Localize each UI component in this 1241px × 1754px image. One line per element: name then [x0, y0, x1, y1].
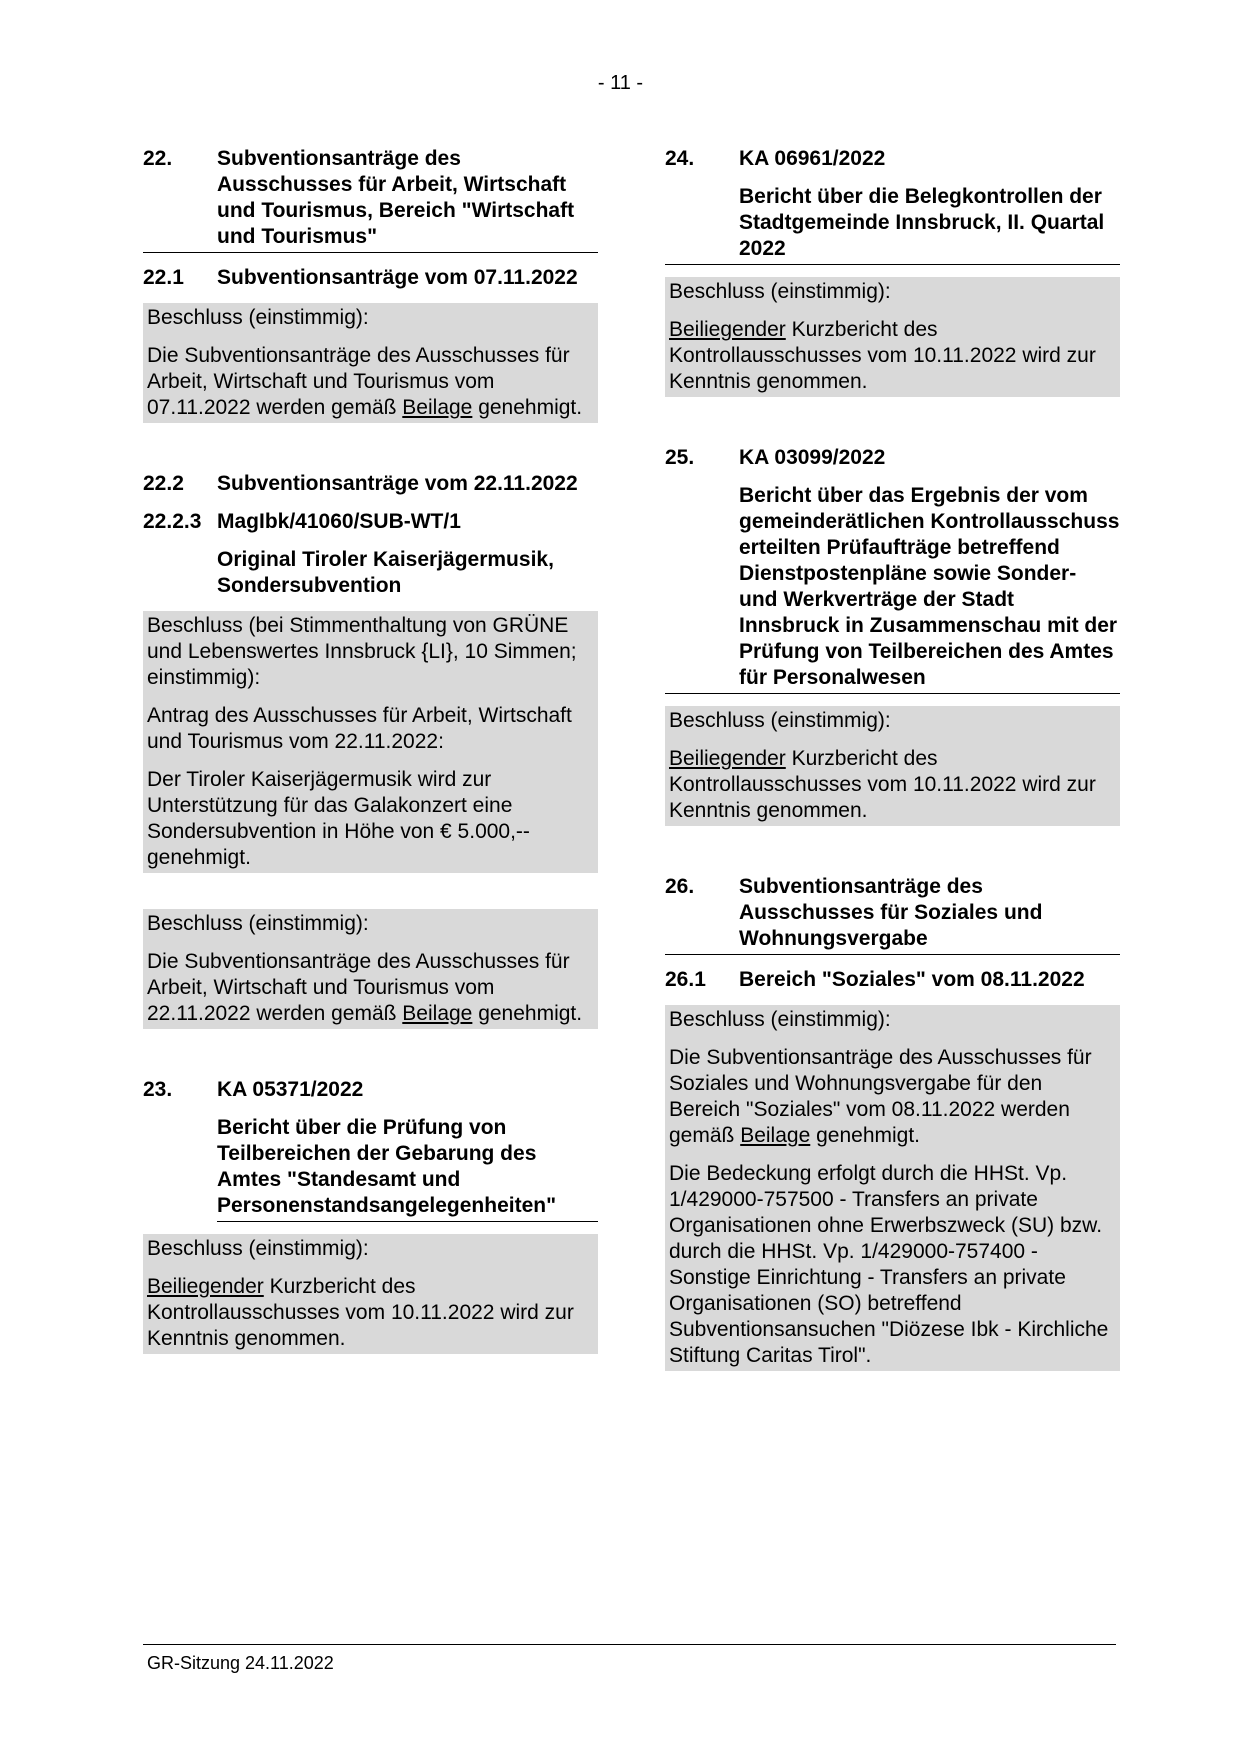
section-title: MagIbk/41060/SUB-WT/1 — [217, 510, 461, 533]
section-title: KA 05371/2022 — [217, 1078, 364, 1101]
resolution-label: Beschluss (einstimmig): — [147, 912, 369, 935]
section-number: 22.2.3 — [143, 510, 202, 533]
section-23-heading — [143, 1077, 598, 1103]
section-title: Bereich "Soziales" vom 08.11.2022 — [739, 968, 1085, 991]
resolution-label: Beschluss (einstimmig): — [669, 280, 891, 303]
section-number: 26. — [665, 875, 695, 898]
section-number: 23. — [143, 1078, 173, 1101]
resolution-box-22-2-3 — [143, 611, 598, 873]
section-title: KA 06961/2022 — [739, 147, 886, 170]
resolution-box-23 — [143, 1234, 598, 1354]
resolution-text: Beiliegender Kurzbericht des Kontrollausschusses vom 10.11.2022 wird zur Kenntnis genommen. — [669, 318, 1096, 393]
beilage-link[interactable]: Beilage — [402, 1002, 473, 1025]
section-subtitle: Bericht über die Prüfung von Teilbereichen der Gebarung des Amtes "Standesamt und Personenstandsangelegenheiten" — [217, 1115, 598, 1222]
resolution-text: Die Subventionsanträge des Ausschusses für Arbeit, Wirtschaft und Tourismus vom 22.11.2022 werden gemäß Beilage genehmigt. — [147, 950, 583, 1025]
resolution-box-22-1 — [143, 303, 598, 423]
resolution-box-24 — [665, 277, 1120, 397]
section-22-1-heading — [143, 265, 598, 291]
section-number: 25. — [665, 446, 695, 469]
resolution-label: Beschluss (einstimmig): — [147, 1237, 369, 1260]
footer-divider — [143, 1644, 1116, 1645]
section-number: 22. — [143, 147, 173, 170]
section-title: Subventionsanträge vom 07.11.2022 — [217, 266, 578, 289]
left-column — [143, 146, 598, 1354]
resolution-text: Beiliegender Kurzbericht des Kontrollausschusses vom 10.11.2022 wird zur Kenntnis genommen. — [669, 747, 1096, 822]
beiliegender-link[interactable]: Beiliegender — [147, 1275, 264, 1298]
section-25-heading — [665, 445, 1120, 471]
resolution-label: Beschluss (einstimmig): — [669, 709, 891, 732]
section-title: KA 03099/2022 — [739, 446, 886, 469]
section-number: 22.1 — [143, 266, 184, 289]
section-number: 26.1 — [665, 968, 706, 991]
resolution-label: Beschluss (einstimmig): — [147, 306, 369, 329]
resolution-box-22-final — [143, 909, 598, 1029]
section-22-2-heading — [143, 471, 598, 497]
section-title: Subventionsanträge des Ausschusses für Arbeit, Wirtschaft und Tourismus, Bereich "Wirtschaft und Tourismus" — [217, 147, 575, 248]
page-number: - 11 - — [597, 72, 644, 94]
section-subtitle: Bericht über das Ergebnis der vom gemeinderätlichen Kontrollausschuss erteilten Prüfaufträge betreffend Dienstpostenpläne sowie Sonder- und Werkverträge der Stadt Innsbruck in Zusammenschau mit der Prüfung von Teilbereichen des Amtes für Personalwesen — [665, 483, 1120, 694]
footer-text: GR-Sitzung 24.11.2022 — [147, 1653, 334, 1673]
resolution-text: Die Subventionsanträge des Ausschusses für Soziales und Wohnungsvergabe für den Bereich "Soziales" vom 08.11.2022 werden gemäß Beilage genehmigt. — [669, 1046, 1092, 1147]
resolution-text: Beiliegender Kurzbericht des Kontrollausschusses vom 10.11.2022 wird zur Kenntnis genommen. — [147, 1275, 574, 1350]
section-number: 22.2 — [143, 472, 184, 495]
section-22-heading — [143, 146, 598, 253]
section-number: 24. — [665, 147, 695, 170]
section-title: Subventionsanträge des Ausschusses für Soziales und Wohnungsvergabe — [739, 875, 1043, 950]
resolution-label: Beschluss (einstimmig): — [669, 1008, 891, 1031]
resolution-label: Beschluss (bei Stimmenthaltung von GRÜNE und Lebenswertes Innsbruck {LI}, 10 Simmen; einstimmig): — [147, 614, 577, 689]
section-22-2-3-heading — [143, 509, 598, 535]
section-26-heading — [665, 874, 1120, 955]
beilage-link[interactable]: Beilage — [740, 1124, 811, 1147]
section-24-heading — [665, 146, 1120, 172]
beiliegender-link[interactable]: Beiliegender — [669, 318, 786, 341]
resolution-box-26-1 — [665, 1005, 1120, 1371]
resolution-box-25 — [665, 706, 1120, 826]
section-subtitle: Original Tiroler Kaiserjägermusik, Sondersubvention — [217, 548, 554, 597]
section-26-1-heading — [665, 967, 1120, 993]
section-title: Subventionsanträge vom 22.11.2022 — [217, 472, 578, 495]
resolution-text: Die Subventionsanträge des Ausschusses für Arbeit, Wirtschaft und Tourismus vom 07.11.2022 werden gemäß Beilage genehmigt. — [147, 344, 583, 419]
right-column — [665, 146, 1120, 1371]
beilage-link[interactable]: Beilage — [402, 396, 473, 419]
section-subtitle: Bericht über die Belegkontrollen der Stadtgemeinde Innsbruck, II. Quartal 2022 — [665, 184, 1120, 265]
motion-text: Antrag des Ausschusses für Arbeit, Wirtschaft und Tourismus vom 22.11.2022: — [147, 704, 572, 753]
beiliegender-link[interactable]: Beiliegender — [669, 747, 786, 770]
resolution-text: Der Tiroler Kaiserjägermusik wird zur Unterstützung für das Galakonzert eine Sondersubvention in Höhe von € 5.000,-- genehmigt. — [147, 768, 530, 869]
funding-text: Die Bedeckung erfolgt durch die HHSt. Vp. 1/429000-757500 - Transfers an private Organisationen ohne Erwerbszweck (SU) bzw. durch die HHSt. Vp. 1/429000-757400 - Sonstige Einrichtung - Transfers an private Organisationen (SO) betreffend Subventionsansuchen "Diözese Ibk - Kirchliche Stiftung Caritas Tirol". — [669, 1162, 1109, 1367]
